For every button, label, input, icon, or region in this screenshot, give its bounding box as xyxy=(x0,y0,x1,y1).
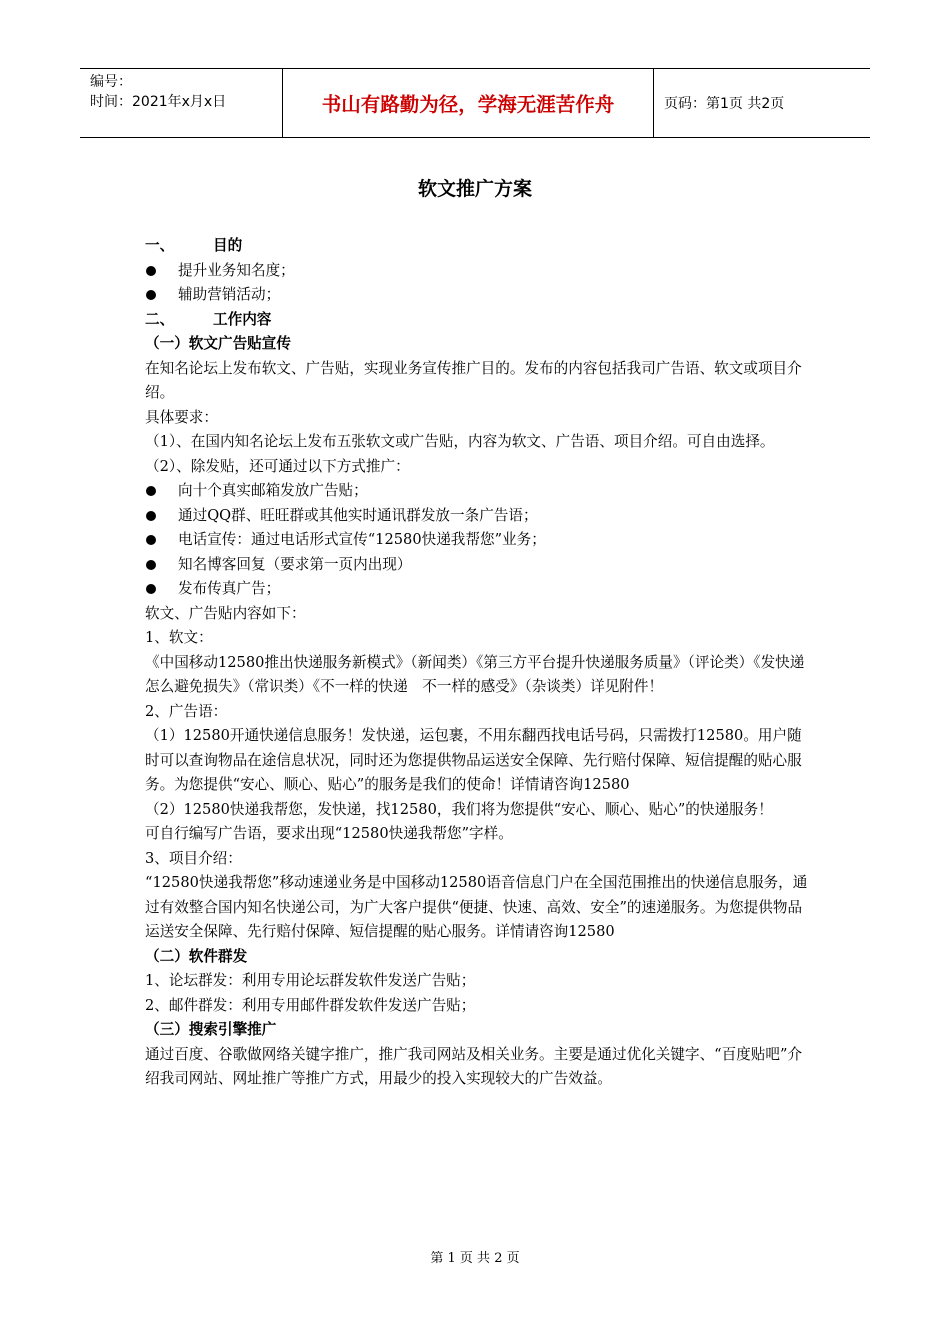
paragraph: 通过百度、谷歌做网络关键字推广，推广我司网站及相关业务。主要是通过优化关键字、“百度贴吧”介绍我司网站、网址推广等推广方式，用最少的投入实现较大的广告效益。 xyxy=(145,1045,803,1087)
paragraph: 具体要求： xyxy=(145,408,218,426)
section-heading xyxy=(145,234,810,259)
list-item: 电话宣传：通过电话形式宣传“12580快递我帮您”业务； xyxy=(145,528,810,553)
paragraph: 软文、广告贴内容如下： xyxy=(145,604,306,622)
paragraph: 《中国移动12580推出快递服务新模式》（新闻类）《第三方平台提升快递服务质量》（评论类）《发快递怎么避免损失》（常识类）《不一样的快递 不一样的感受》（杂谈类）详见附件！ xyxy=(145,653,805,695)
list-item: 发布传真广告； xyxy=(145,577,810,602)
paragraph: （1）12580开通快递信息服务！发快递，运包裹，不用东翻西找电话号码，只需拨打12580。用户随时可以查询物品在途信息状况，同时还为您提供物品运送安全保障、先行赔付保障、短信提醒的贴心服务。为您提供“安心、顺心、贴心”的服务是我们的使命！详情请咨询12580 xyxy=(145,727,802,793)
document-title: 软文推广方案 xyxy=(417,178,532,200)
subsection-heading: （二）软件群发 xyxy=(145,947,248,965)
bullet-icon xyxy=(146,290,156,300)
section-number: 二、 xyxy=(145,310,175,328)
page-footer: 第 1 页 共 2 页 xyxy=(430,1251,520,1266)
list-item: 向十个真实邮箱发放广告贴； xyxy=(145,479,810,504)
section-title: 目的 xyxy=(213,237,243,254)
list-item: 知名博客回复（要求第一页内出现） xyxy=(145,553,810,578)
subsection-heading: （三）搜索引擎推广 xyxy=(145,1021,277,1038)
bullet-icon xyxy=(146,511,156,521)
header-number: 编号： xyxy=(90,74,132,90)
paragraph: （2）12580快递我帮您，发快递，找12580，我们将为您提供“安心、顺心、贴心”的快递服务！ xyxy=(145,800,773,818)
paragraph: 可自行编写广告语，要求出现“12580快递我帮您”字样。 xyxy=(145,825,513,842)
paragraph: （2）、除发贴，还可通过以下方式推广： xyxy=(145,457,410,475)
header-page-info: 页码：第1页 共2页 xyxy=(664,96,785,112)
paragraph: 2、广告语： xyxy=(145,702,228,720)
bullet-icon xyxy=(146,535,156,545)
section-title: 工作内容 xyxy=(213,310,272,328)
section-number: 一、 xyxy=(145,237,175,254)
page-header xyxy=(80,68,870,138)
document-body xyxy=(145,234,810,1092)
paragraph: （1）、在国内知名论坛上发布五张软文或广告贴，内容为软文、广告语、项目介绍。可自由选择。 xyxy=(145,433,775,450)
header-time: 时间：2021年x月x日 xyxy=(90,94,227,110)
paragraph: 在知名论坛上发布软文、广告贴，实现业务宣传推广目的。发布的内容包括我司广告语、软文或项目介绍。 xyxy=(145,359,802,401)
paragraph: 1、论坛群发：利用专用论坛群发软件发送广告贴； xyxy=(145,972,476,989)
list-item: 通过QQ群、旺旺群或其他实时通讯群发放一条广告语； xyxy=(145,504,810,529)
bullet-icon xyxy=(146,584,156,594)
bullet-icon xyxy=(146,560,156,570)
section-heading xyxy=(145,308,810,333)
list-item: 辅助营销活动； xyxy=(145,283,810,308)
paragraph: 3、项目介绍： xyxy=(145,849,242,867)
bullet-icon xyxy=(146,486,156,496)
subsection-heading: （一）软文广告贴宣传 xyxy=(145,335,291,352)
list-item: 提升业务知名度； xyxy=(145,259,810,284)
bullet-icon xyxy=(146,266,156,276)
header-slogan: 书山有路勤为径，学海无涯苦作舟 xyxy=(282,69,654,137)
paragraph: 1、软文： xyxy=(145,629,213,646)
paragraph: 2、邮件群发：利用专用邮件群发软件发送广告贴； xyxy=(145,996,476,1014)
header-meta xyxy=(80,69,282,137)
paragraph: “12580快递我帮您”移动速递业务是中国移动12580语音信息门户在全国范围推出的快递信息服务，通过有效整合国内知名快递公司，为广大客户提供“便捷、快速、高效、安全”的速递服务。为您提供物品运送安全保障、先行赔付保障、短信提醒的贴心服务。详情请咨询12580 xyxy=(145,874,808,940)
